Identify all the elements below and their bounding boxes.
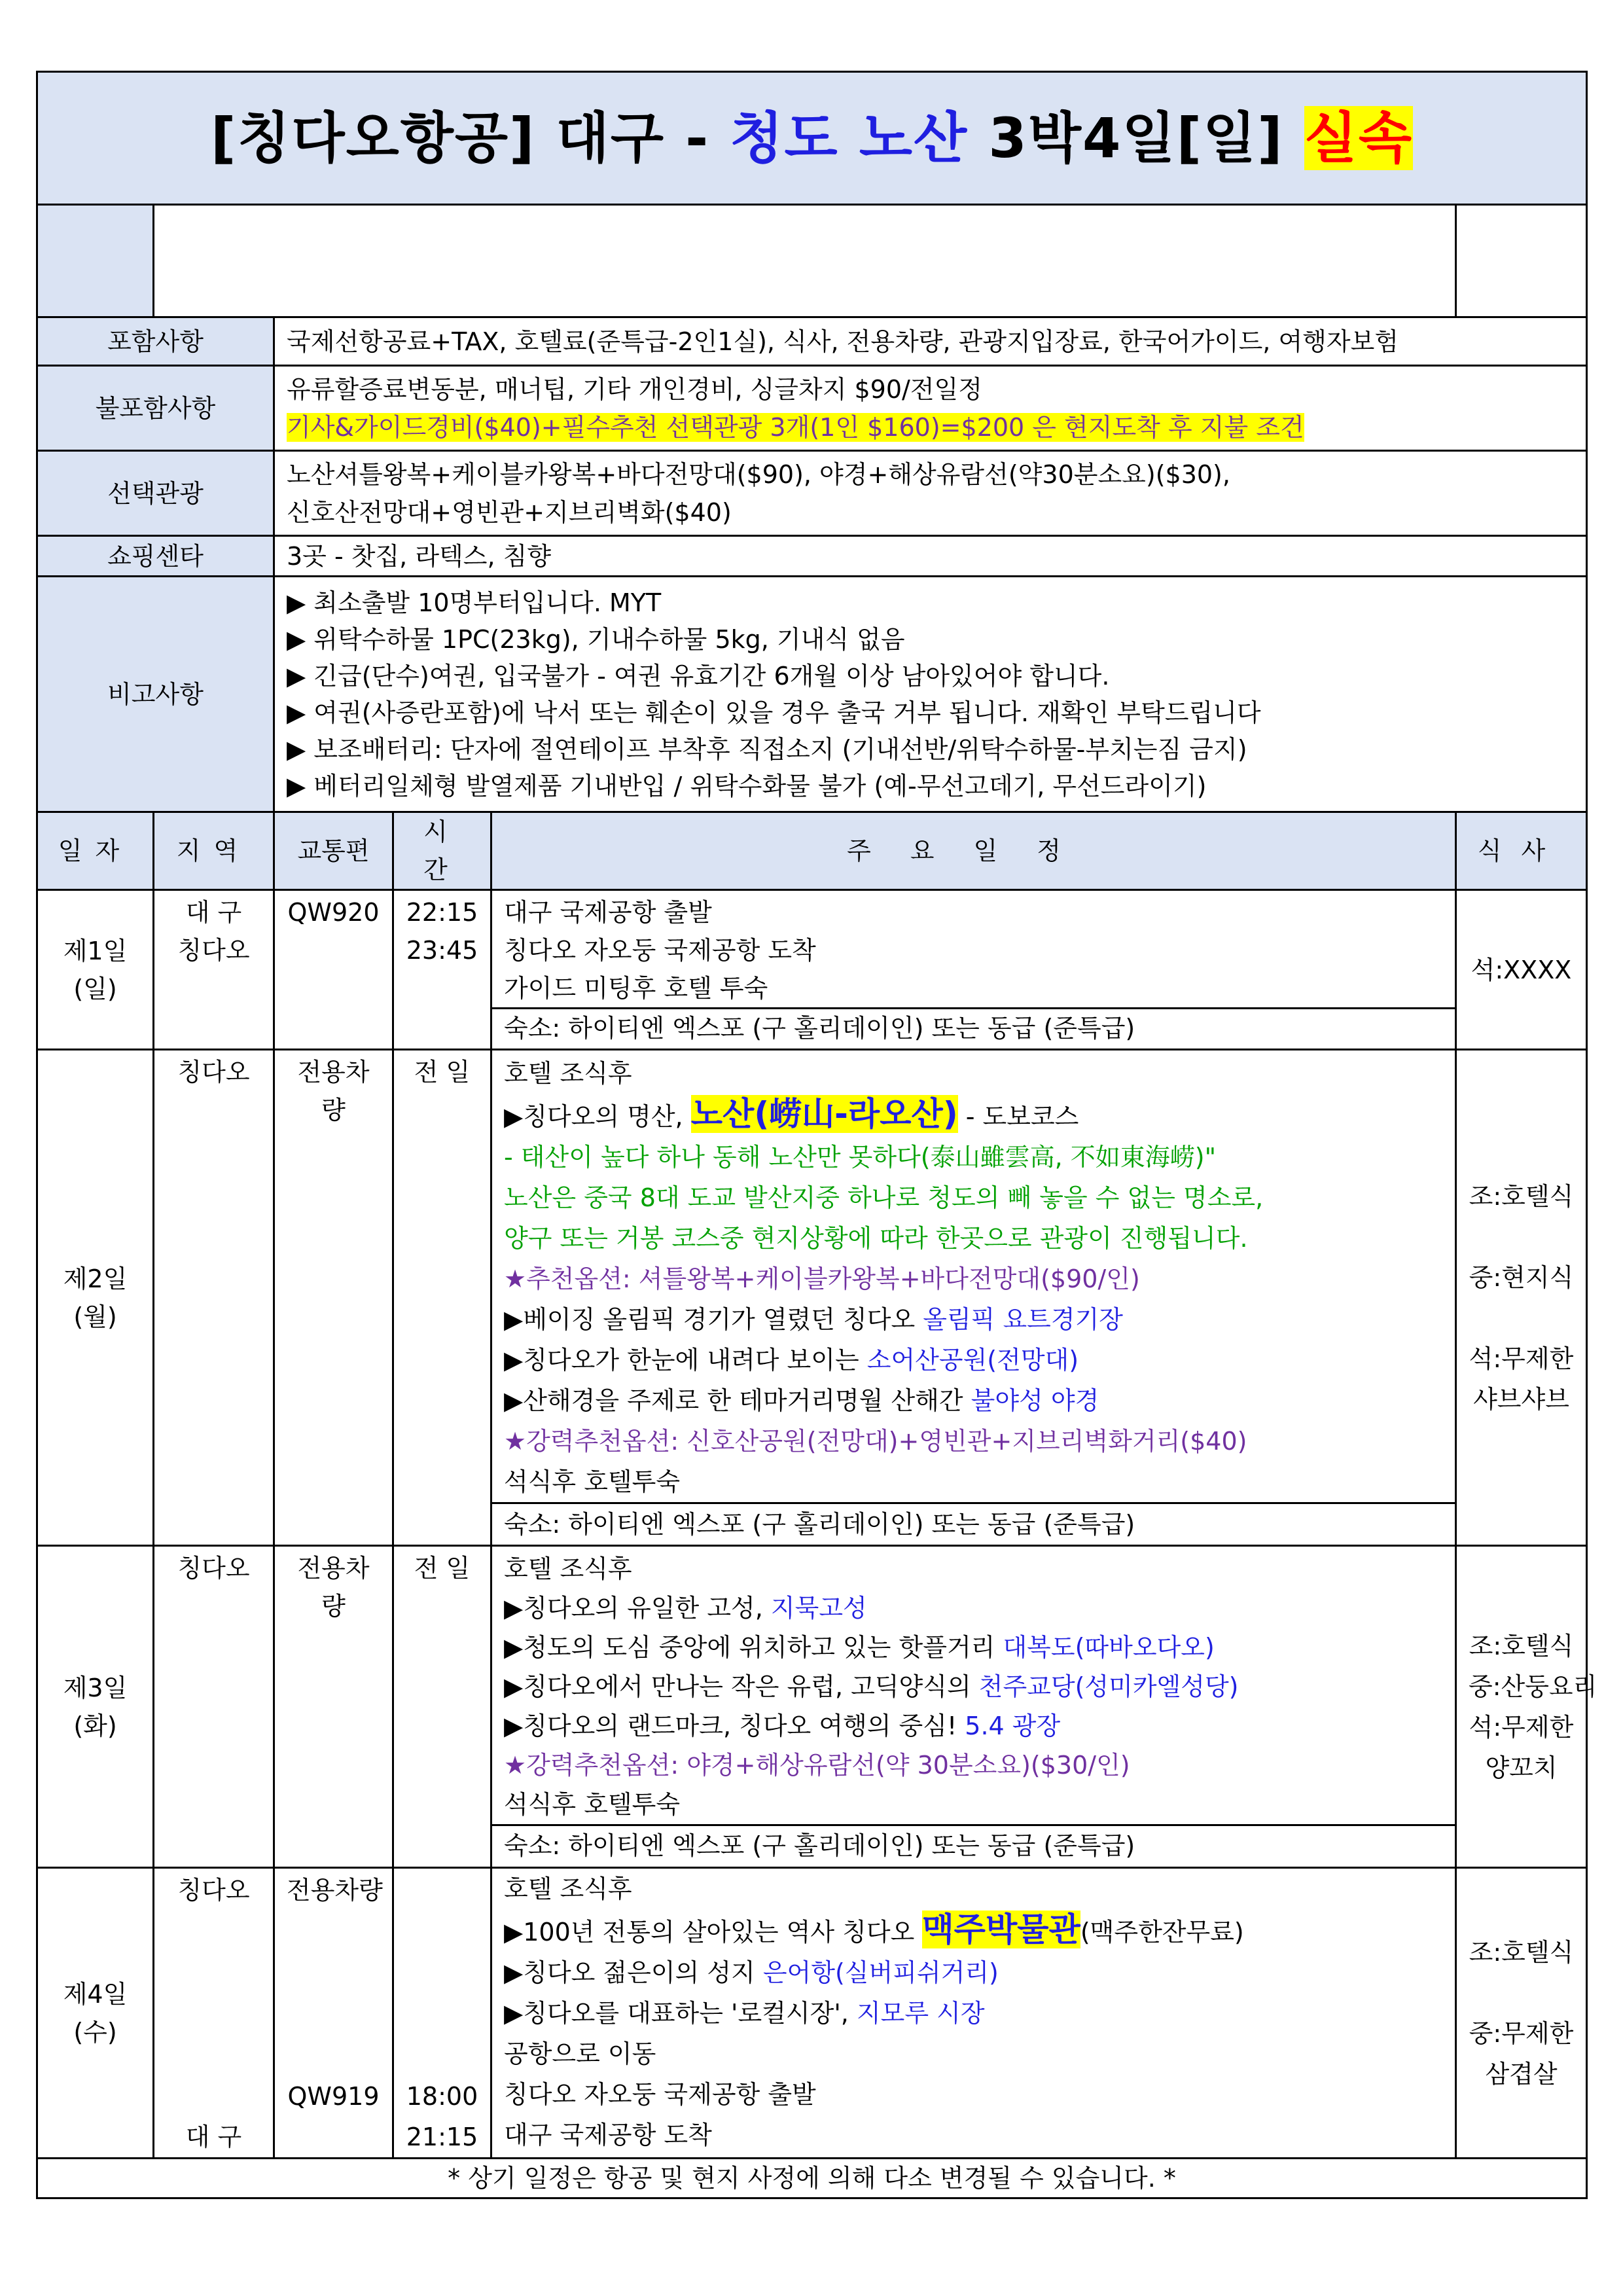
page-title [37,72,1587,205]
day-4-transport: 전용차량 QW919 [274,1868,393,2159]
empty-side-cell [1456,205,1587,317]
title-badge: 실속 [1304,106,1414,170]
day-3-label: 제3일 (화) [37,1546,154,1868]
itinerary-document [36,71,1597,2199]
day-2-meals: 조:호텔식 중:현지식 석:무제한 샤브샤브 [1456,1050,1587,1546]
header-time: 시간 [393,812,491,890]
excluded-text: 유류할증료변동분, 매너팁, 기타 개인경비, 싱글차지 $90/전일정 기사&가이드경비($40)+필수추천 선택관광 3개(1인 $160)=$200 은 현지도착 후 지불 조건 [274,366,1587,451]
beer-museum-highlight: 맥주박물관 [922,1910,1080,1948]
included-label: 포함사항 [37,317,274,366]
day-2-schedule: 호텔 조식후 ▶칭다오의 명산, 노산(崂山-라오산) - 도보코스 - 태산이 높다 하나 동해 노산만 못하다(泰山雖雲高, 不如東海崂)" 노산은 중국 8대 도교 발산지중 하나로 청도의 빼 놓을 수 없는 명소로, 양구 또는 거봉 코스중 현지상황에 따라 한곳으로 관광이 진행됩니다. ★추천옵션: 셔틀왕복+케이블카왕복+바다전망대($90/인) ▶베이징 올림픽 경기가 열렸던 칭다오 올림픽 요트경기장 ▶칭다오가 한눈에 내려다 보이는 소어산공원(전망대) ▶산해경을 주제로 한 테마거리명월 산해간 불야성 야경 ★강력추천옵션: 신호산공원(전망대)+영빈관+지브리벽화거리($40) 석식후 호텔투숙 숙소: 하이티엔 엑스포 (구 홀리데이인) 또는 동급 (준특급) [491,1050,1456,1546]
day-3-stay: 숙소: 하이티엔 엑스포 (구 홀리데이인) 또는 동급 (준특급) [492,1824,1455,1865]
day-1-label: 제1일 (일) [37,890,154,1050]
optional-tours-label: 선택관광 [37,451,274,536]
laoshan-highlight: 노산(崂山-라오산) [690,1095,958,1133]
day-2-stay: 숙소: 하이티엔 엑스포 (구 홀리데이인) 또는 동급 (준특급) [492,1502,1455,1545]
itinerary-table [36,71,1597,2199]
day-3-region: 칭다오 [154,1546,274,1868]
optional-tours-text: 노산셔틀왕복+케이블카왕복+바다전망대($90), 야경+해상유람선(약30분소요)($30), 신호산전망대+영빈관+지브리벽화($40) [274,451,1587,536]
title-prefix: [칭다오항공] 대구 - [210,106,730,170]
empty-image-cell [154,205,1456,317]
remarks-text: ▶ 최소출발 10명부터입니다. MYT ▶ 위탁수하물 1PC(23kg), 기내수하물 5kg, 기내식 없음 ▶ 긴급(단수)여권, 입국불가 - 여권 유효기간 6개월 이상 남아있어야 합니다. ▶ 여권(사증란포함)에 낙서 또는 훼손이 있을 경우 출국 거부 됩니다. 재확인 부탁드립니다 ▶ 보조배터리: 단자에 절연테이프 부착후 직접소지 (기내선반/위탁수하물-부치는짐 금지) ▶ 베터리일체형 발열제품 기내반입 / 위탁수화물 불가 (예-무선고데기, 무선드라이기) [274,577,1587,812]
header-meal: 식사 [1456,812,1587,890]
day-1-row [37,890,1587,1050]
title-destination: 청도 노산 [730,106,969,170]
day-1-schedule: 대구 국제공항 출발 칭다오 자오둥 국제공항 도착 가이드 미팅후 호텔 투숙 숙소: 하이티엔 엑스포 (구 홀리데이인) 또는 동급 (준특급) [491,890,1456,1050]
day-4-time: 18:00 21:15 [393,1868,491,2159]
day-3-transport: 전용차량 [274,1546,393,1868]
day-2-label: 제2일 (월) [37,1050,154,1546]
day-2-transport: 전용차량 [274,1050,393,1546]
day-1-time: 22:15 23:45 [393,890,491,1050]
day-3-row [37,1546,1587,1868]
day-2-option-1: ★추천옵션: 셔틀왕복+케이블카왕복+바다전망대($90/인) [504,1265,1140,1293]
header-transport: 교통편 [274,812,393,890]
day-2-region: 칭다오 [154,1050,274,1546]
shopping-label: 쇼핑센타 [37,536,274,577]
day-4-meals: 조:호텔식 중:무제한 삼겹살 [1456,1868,1587,2159]
day-4-row [37,1868,1587,2159]
footer-notice: * 상기 일정은 항공 및 현지 사정에 의해 다소 변경될 수 있습니다. * [37,2159,1587,2198]
header-day: 일자 [37,812,154,890]
day-4-region: 칭다오 대 구 [154,1868,274,2159]
day-3-schedule: 호텔 조식후 ▶칭다오의 유일한 고성, 지묵고성 ▶청도의 도심 중앙에 위치하고 있는 핫플거리 대복도(따바오다오) ▶칭다오에서 만나는 작은 유럽, 고딕양식의 천주교당(성미카엘성당) ▶칭다오의 랜드마크, 칭다오 여행의 중심! 5.4 광장 ★강력추천옵션: 야경+해상유람선(약 30분소요)($30/인) 석식후 호텔투숙 숙소: 하이티엔 엑스포 (구 홀리데이인) 또는 동급 (준특급) [491,1546,1456,1868]
day-1-stay: 숙소: 하이티엔 엑스포 (구 홀리데이인) 또는 동급 (준특급) [492,1007,1455,1047]
day-1-meals: 석:XXXX [1456,890,1587,1050]
remarks-label: 비고사항 [37,577,274,812]
title-duration: 3박4일[일] [968,106,1304,170]
day-4-schedule: 호텔 조식후 ▶100년 전통의 살아있는 역사 칭다오 맥주박물관(맥주한잔무료) ▶칭다오 젊은이의 성지 은어항(실버피쉬거리) ▶칭다오를 대표하는 '로컬시장', 지모루 시장 공항으로 이동 칭다오 자오둥 국제공항 출발 대구 국제공항 도착 [491,1868,1456,2159]
day-3-time: 전 일 [393,1546,491,1868]
day-3-meals: 조:호텔식 중:산둥요리 석:무제한 양꼬치 [1456,1546,1587,1868]
header-schedule: 주요일정 [491,812,1456,890]
day-2-option-2: ★강력추천옵션: 신호산공원(전망대)+영빈관+지브리벽화거리($40) [504,1427,1247,1456]
empty-label-cell [37,205,154,317]
header-region: 지역 [154,812,274,890]
day-2-row [37,1050,1587,1546]
excluded-label: 불포함사항 [37,366,274,451]
day-1-region: 대 구 칭다오 [154,890,274,1050]
day-1-transport: QW920 [274,890,393,1050]
day-3-option: ★강력추천옵션: 야경+해상유람선(약 30분소요)($30/인) [504,1751,1130,1780]
day-2-time: 전 일 [393,1050,491,1546]
included-text: 국제선항공료+TAX, 호텔료(준특급-2인1실), 식사, 전용차량, 관광지입장료, 한국어가이드, 여행자보험 [274,317,1587,366]
local-payment-notice: 기사&가이드경비($40)+필수추천 선택관광 3개(1인 $160)=$200 은 현지도착 후 지불 조건 [287,412,1304,442]
shopping-text: 3곳 - 찻집, 라텍스, 침향 [274,536,1587,577]
day-4-label: 제4일 (수) [37,1868,154,2159]
